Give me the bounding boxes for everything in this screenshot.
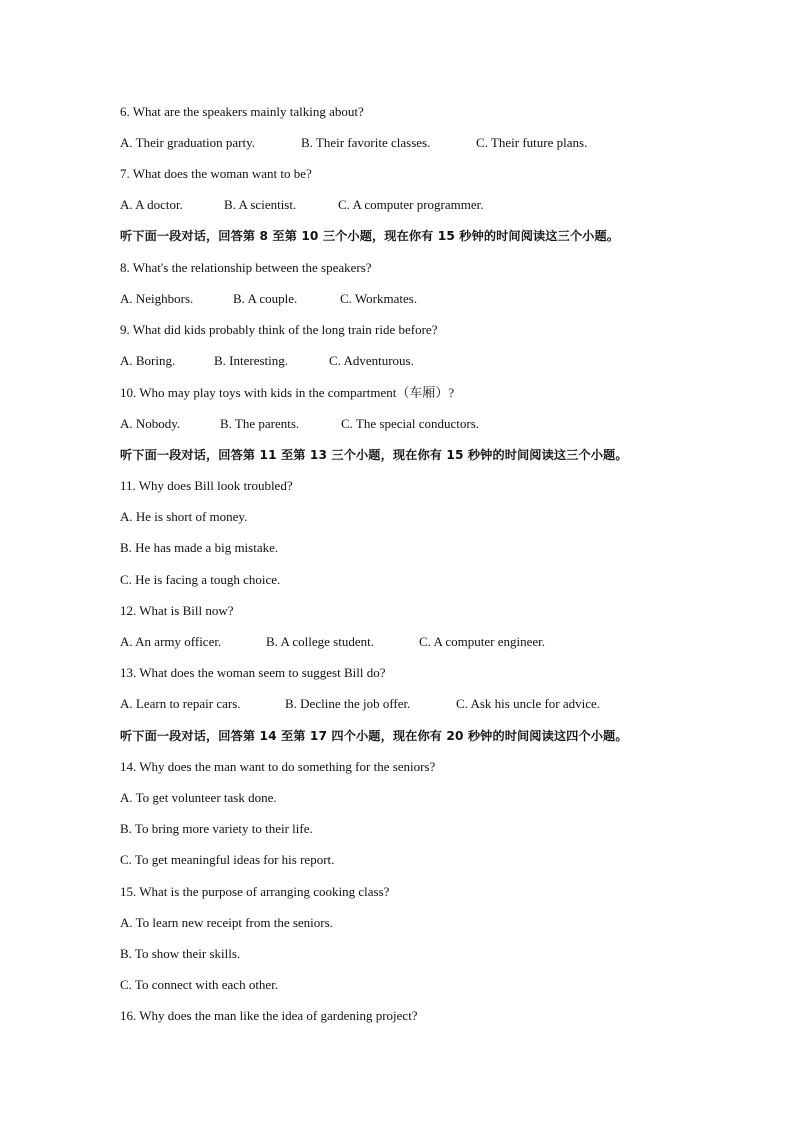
option-b: B. Interesting.: [214, 353, 289, 368]
option-b: B. Decline the job offer.: [285, 696, 411, 711]
option-a: A. Boring.: [120, 353, 176, 368]
question-10: 10. Who may play toys with kids in the compartment（车厢）?: [120, 385, 455, 400]
option-b: B. A couple.: [233, 291, 298, 306]
option-a: A. An army officer.: [120, 634, 222, 649]
section-instruction: 听下面一段对话，回答第 11 至第 13 三个小题，现在你有 15 秒钟的时间阅读这三个小题。: [120, 448, 628, 462]
option-a: A. Nobody.: [120, 416, 181, 431]
question-9: 9. What did kids probably think of the long train ride before?: [120, 322, 438, 337]
option-a: A. Neighbors.: [120, 291, 194, 306]
option-c: C. Ask his uncle for advice.: [456, 696, 601, 711]
question-7: 7. What does the woman want to be?: [120, 166, 312, 181]
option-c: C. A computer programmer.: [338, 197, 484, 212]
option-c: C. Workmates.: [340, 291, 418, 306]
option-c: C. To get meaningful ideas for his report.: [120, 852, 335, 867]
option-a: A. Learn to repair cars.: [120, 696, 241, 711]
option-b: B. The parents.: [220, 416, 300, 431]
question-16: 16. Why does the man like the idea of gardening project?: [120, 1008, 418, 1023]
option-a: A. A doctor.: [120, 197, 183, 212]
question-6: 6. What are the speakers mainly talking about?: [120, 104, 364, 119]
option-a: A. He is short of money.: [120, 509, 248, 524]
question-14: 14. Why does the man want to do something for the seniors?: [120, 759, 436, 774]
option-c: C. To connect with each other.: [120, 977, 279, 992]
option-c: C. The special conductors.: [341, 416, 480, 431]
option-b: B. A college student.: [266, 634, 374, 649]
option-b: B. To show their skills.: [120, 946, 241, 961]
option-c: C. Adventurous.: [329, 353, 414, 368]
section-instruction: 听下面一段对话，回答第 14 至第 17 四个小题，现在你有 20 秒钟的时间阅读这四个小题。: [120, 729, 628, 743]
option-b: B. Their favorite classes.: [301, 135, 431, 150]
section-instruction: 听下面一段对话，回答第 8 至第 10 三个小题，现在你有 15 秒钟的时间阅读这三个小题。: [120, 229, 620, 243]
option-c: C. He is facing a tough choice.: [120, 572, 281, 587]
option-b: B. To bring more variety to their life.: [120, 821, 313, 836]
option-a: A. To learn new receipt from the seniors.: [120, 915, 333, 930]
option-b: B. A scientist.: [224, 197, 297, 212]
option-a: A. To get volunteer task done.: [120, 790, 277, 805]
question-12: 12. What is Bill now?: [120, 603, 234, 618]
question-13: 13. What does the woman seem to suggest Bill do?: [120, 665, 386, 680]
question-11: 11. Why does Bill look troubled?: [120, 478, 293, 493]
option-c: C. Their future plans.: [476, 135, 588, 150]
question-8: 8. What's the relationship between the speakers?: [120, 260, 372, 275]
question-15: 15. What is the purpose of arranging cooking class?: [120, 884, 390, 899]
option-b: B. He has made a big mistake.: [120, 540, 279, 555]
option-c: C. A computer engineer.: [419, 634, 546, 649]
option-a: A. Their graduation party.: [120, 135, 256, 150]
